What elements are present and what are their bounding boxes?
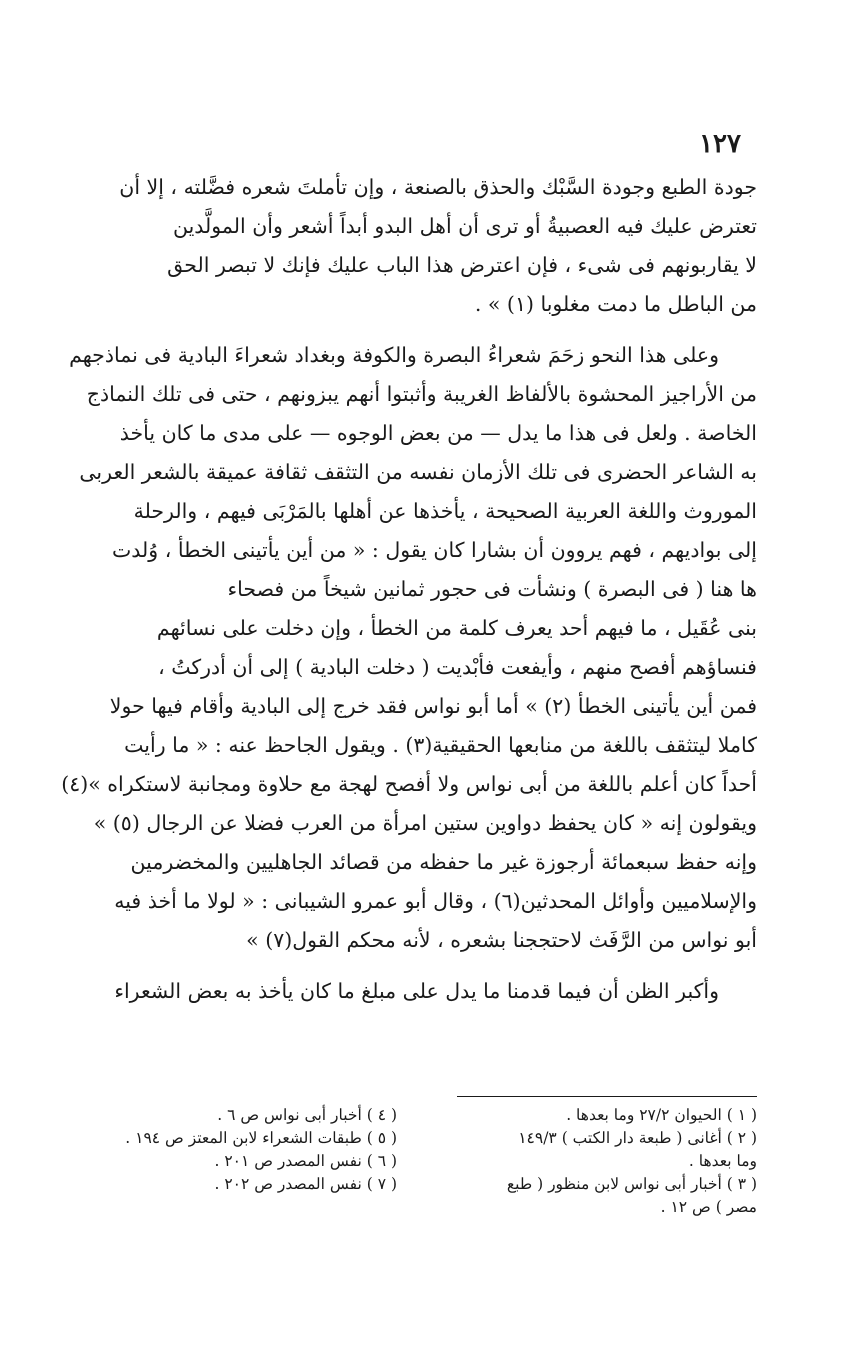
text-line: تعترض عليك فيه العصبيةُ أو ترى أن أهل البدو أبداً أشعر وأن المولَّدين bbox=[172, 214, 757, 238]
text-line: بنى عُقَيل ، ما فيهم أحد يعرف كلمة من الخطأ ، وإن دخلت على نسائهم bbox=[156, 616, 757, 640]
text-line: من الباطل ما دمت مغلوبا (١) » . bbox=[474, 292, 757, 316]
footnote: ( ٦ ) نفس المصدر ص ٢٠١ . bbox=[214, 1152, 397, 1170]
footnote: مصر ) ص ١٢ . bbox=[660, 1198, 757, 1216]
footnote-divider bbox=[457, 1096, 757, 1097]
text-line: جودة الطبع وجودة السَّبْك والحذق بالصنعة ، وإن تأملتَ شعره فضَّلته ، إلا أن bbox=[119, 175, 757, 199]
body-text bbox=[61, 168, 757, 1011]
footnote: وما بعدها . bbox=[688, 1152, 757, 1170]
text-line: وإنه حفظ سبعمائة أرجوزة غير ما حفظه من قصائد الجاهليين والمخضرمين bbox=[130, 850, 757, 874]
page-number: ١٢٧ bbox=[699, 129, 741, 159]
paragraph-gap bbox=[92, 324, 757, 336]
text-line: كاملا ليتثقف باللغة من منابعها الحقيقية(٣) . ويقول الجاحظ عنه : « ما رأيت bbox=[124, 733, 757, 757]
text-line: ها هنا ( فى البصرة ) ونشأت فى حجور ثمانين شيخاً من فصحاء bbox=[227, 577, 757, 601]
footnote: ( ٣ ) أخبار أبى نواس لابن منظور ( طبع bbox=[506, 1175, 757, 1193]
text-line: به الشاعر الحضرى فى تلك الأزمان نفسه من التثقف ثقافة عميقة بالشعر العربى bbox=[79, 460, 757, 484]
text-line: لا يقاربونهم فى شىء ، فإن اعترض هذا الباب عليك فإنك لا تبصر الحق bbox=[167, 253, 757, 277]
text-line: والإسلاميين وأوائل المحدثين(٦) ، وقال أبو عمرو الشيبانى : « لولا ما أخذ فيه bbox=[114, 889, 757, 913]
text-line: فمن أين يأتينى الخطأ (٢) » أما أبو نواس فقد خرج إلى البادية وأقام فيها حولا bbox=[109, 694, 757, 718]
text-line: وأكبر الظن أن فيما قدمنا ما يدل على مبلغ ما كان يأخذ به بعض الشعراء bbox=[114, 979, 719, 1003]
text-line: من الأراجيز المحشوة بالألفاظ الغريبة وأثبتوا أنهم يبزونهم ، حتى فى تلك النماذج bbox=[86, 382, 757, 406]
footnotes-left-column bbox=[97, 1104, 397, 1196]
footnote: ( ٧ ) نفس المصدر ص ٢٠٢ . bbox=[214, 1175, 397, 1193]
text-line: الخاصة . ولعل فى هذا ما يدل — من بعض الوجوه — على مدى ما كان يأخذ bbox=[119, 421, 757, 445]
text-line: ويقولون إنه « كان يحفظ دواوين ستين امرأة من العرب فضلا عن الرجال (٥) » bbox=[93, 811, 757, 835]
text-line: وعلى هذا النحو زحَمَ شعراءُ البصرة والكوفة وبغداد شعراءَ البادية فى نماذجهم bbox=[69, 343, 719, 367]
footnote: ( ٤ ) أخبار أبى نواس ص ٦ . bbox=[217, 1106, 397, 1124]
text-line: أبو نواس من الرَّفَث لاحتججنا بشعره ، لأنه محكم القول(٧) » bbox=[246, 928, 757, 952]
text-line: فنساؤهم أفصح منهم ، وأيفعت فأبْديت ( دخلت البادية ) إلى أن أدركتُ ، bbox=[158, 655, 757, 679]
footnote: ( ٢ ) أغانى ( طبعة دار الكتب ) ١٤٩/٣ bbox=[518, 1129, 757, 1147]
footnote: ( ١ ) الحيوان ٢٧/٢ وما بعدها . bbox=[566, 1106, 757, 1124]
footnote: ( ٥ ) طبقات الشعراء لابن المعتز ص ١٩٤ . bbox=[125, 1129, 397, 1147]
text-line: الموروث واللغة العربية الصحيحة ، يأخذها عن أهلها بالمَرْبَى فيهم ، والرحلة bbox=[133, 499, 757, 523]
paragraph-gap bbox=[92, 960, 757, 972]
footnotes-right-column bbox=[457, 1104, 757, 1219]
text-line: أحداً كان أعلم باللغة من أبى نواس ولا أفصح لهجة مع حلاوة ومجانبة لاستكراه »(٤) bbox=[61, 772, 757, 796]
text-line: إلى بواديهم ، فهم يروون أن بشارا كان يقول : « من أين يأتينى الخطأ ، وُلدت bbox=[111, 538, 757, 562]
